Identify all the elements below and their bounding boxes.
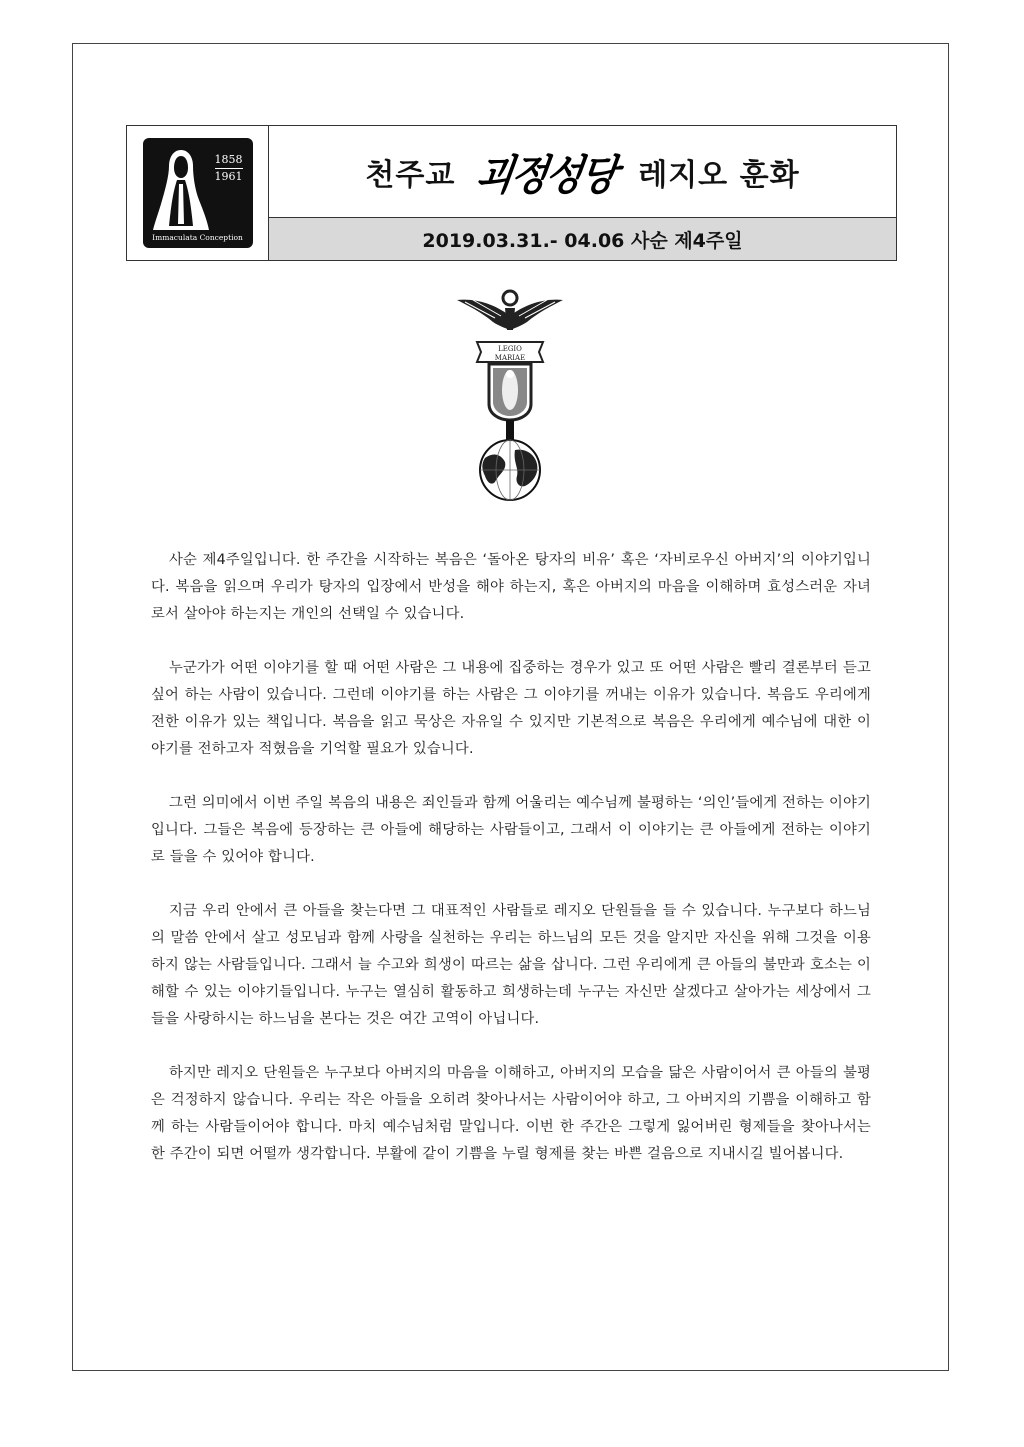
paragraph-1: 사순 제4주일입니다. 한 주간을 시작하는 복음은 ‘돌아온 탕자의 비유’ 혹은 ‘자비로우신 아버지’의 이야기입니다. 복음을 읽으며 우리가 탕자의 입장에서 반성을 해야 하는지, 혹은 아버지의 마음을 이해하며 효성스러운 자녀로서 살아야 하는지는 개인의 선택일 수 있습니다. (151, 552, 871, 622)
emblem-inscription-mariae: MARIAE (494, 354, 526, 362)
logo-caption: Immaculata Conception (152, 233, 243, 242)
title-suffix: 레지오 훈화 (638, 157, 800, 193)
paragraph-5: 하지만 레지오 단원들은 누구보다 아버지의 마음을 이해하고, 아버지의 모습을 닮은 사람이어서 큰 아들의 불평은 걱정하지 않습니다. 우리는 작은 아들을 오히려 찾아나서는 사람이어야 하고, 그 아버지의 기쁨을 이해하고 함께 하는 사람들이어야 합니다. 마치 예수님처럼 말입니다. 이번 한 주간은 그렇게 잃어버린 형제들을 찾아나서는 한 주간이 되면 어떨까 생각합니다. 부활에 같이 기쁨을 누릴 형제를 찾는 바쁜 걸음으로 지내시길 빌어봅니다. (151, 1065, 871, 1162)
paragraph-4: 지금 우리 안에서 큰 아들을 찾는다면 그 대표적인 사람들로 레지오 단원들을 들 수 있습니다. 누구보다 하느님의 말씀 안에서 살고 성모님과 함께 사랑을 실천하는 우리는 하느님의 모든 것을 알지만 자신을 위해 그것을 이용하지 않는 사람들입니다. 그래서 늘 수고와 희생이 따르는 삶을 삽니다. 그런 우리에게 큰 아들의 불만과 호소는 이해할 수 있는 이야기들입니다. 누구는 열심히 활동하고 희생하는데 누구는 자신만 살겠다고 살아가는 세상에서 그들을 사랑하시는 하느님을 본다는 것은 여간 고역이 아닙니다. (151, 903, 871, 1027)
title-prefix: 천주교 (365, 157, 456, 193)
logo-years (215, 152, 243, 185)
paragraph-3: 그런 의미에서 이번 주일 복음의 내용은 죄인들과 함께 어울리는 예수님께 불평하는 ‘의인’들에게 전하는 이야기입니다. 그들은 복음에 등장하는 큰 아들에 해당하는 사람들이고, 그래서 이 이야기는 큰 아들에게 전하는 이야기로 들을 수 있어야 합니다. (151, 795, 871, 865)
title-area (269, 126, 896, 260)
logo-year-start: 1858 (215, 152, 243, 169)
legio-mariae-vexillum-icon (455, 286, 565, 504)
title-brand: 괴정성당 (473, 150, 620, 200)
parish-logo (143, 138, 253, 248)
madonna-silhouette-icon (151, 146, 211, 232)
header-box (126, 125, 897, 261)
title-row (269, 126, 896, 218)
date-line: 2019.03.31.- 04.06 사순 제4주일 (269, 218, 896, 260)
emblem-inscription-legio: LEGIO (498, 345, 522, 353)
logo-year-end: 1961 (214, 170, 243, 183)
logo-cell (127, 126, 269, 260)
sermon-body (151, 547, 871, 1195)
paragraph-2: 누군가가 어떤 이야기를 할 때 어떤 사람은 그 내용에 집중하는 경우가 있고 또 어떤 사람은 빨리 결론부터 듣고 싶어 하는 사람이 있습니다. 그런데 이야기를 하는 사람은 그 이야기를 꺼내는 이유가 있습니다. 복음도 우리에게 전한 이유가 있는 책입니다. 복음을 읽고 묵상은 자유일 수 있지만 기본적으로 복음은 우리에게 예수님에 대한 이야기를 전하고자 적혔음을 기억할 필요가 있습니다. (151, 660, 871, 757)
